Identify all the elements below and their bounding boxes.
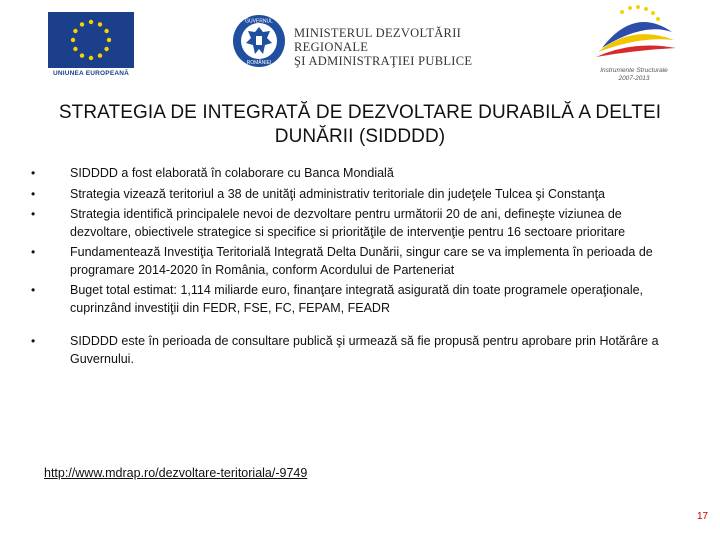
ministry-logo [232, 14, 502, 70]
structural-instruments-logo [584, 2, 684, 84]
eu-star-icon [89, 20, 93, 24]
bullet-item: • Strategia vizează teritoriul a 38 de unităţi administrativ teritoriale din judeţele Tulcea şi Constanţa [30, 186, 680, 204]
eu-caption: UNIUNEA EUROPEANĂ [52, 70, 130, 77]
structural-instruments-caption [584, 67, 684, 83]
eu-star-icon [104, 29, 108, 33]
eu-star-icon [73, 29, 77, 33]
structural-instruments-icon [584, 2, 684, 70]
eu-star-icon [89, 56, 93, 60]
bullet-item: • SIDDDD a fost elaborată în colaborare cu Banca Mondială [30, 165, 680, 183]
bullet-item: • Fundamentează Investiţia Teritorială Integrată Delta Dunării, singur care se va implementa în perioada de programare 2014-2020 în România, conform Acordului de Parteneriat [30, 244, 680, 279]
eu-star-icon [98, 22, 102, 26]
eu-star-icon [71, 38, 75, 42]
bullet-item: • Buget total estimat: 1,114 miliarde euro, finanţare integrată asigurată din toate programele operaţionale, cuprinzând investiţii din FEDR, FSE, FC, FEPAM, FEADR [30, 282, 680, 317]
header-logos [0, 0, 720, 95]
ministry-name [294, 26, 502, 68]
eu-star-icon [104, 47, 108, 51]
eu-star-icon [107, 38, 111, 42]
page-number: 17 [697, 511, 709, 522]
slide-title: STRATEGIA DE INTEGRATĂ DE DEZVOLTARE DURABILĂ A DELTEI DUNĂRII (SIDDDD) [58, 102, 662, 147]
bullet-item: • SIDDDD este în perioada de consultare publică şi urmează să fie propusă pentru aprobare prin Hotărâre a Guvernului. [30, 333, 680, 368]
seal-text-top: GUVERNUL [245, 18, 273, 25]
structural-caption-line2: 2007-2013 [618, 75, 650, 82]
seal-text-bottom: ROMÂNIEI [246, 60, 272, 66]
mdrap-link[interactable]: http://www.mdrap.ro/dezvoltare-teritoriala/-9749 [44, 466, 308, 480]
eu-star-icon [98, 53, 102, 57]
eu-star-icon [80, 53, 84, 57]
eu-star-icon [80, 22, 84, 26]
ministry-name-line2: ŞI ADMINISTRAŢIEI PUBLICE [294, 54, 473, 68]
eu-flag-icon [48, 12, 134, 68]
ministry-name-line1: MINISTERUL DEZVOLTĂRII REGIONALE [294, 26, 462, 54]
bullet-item: • Strategia identifică principalele nevoi de dezvoltare pentru următorii 20 de ani, defineşte viziunea de dezvoltare, obiectivele strategice si specifice si priorităţile de intervenţie pentru 16 sectoare prioritare [30, 206, 680, 241]
bullet-list [30, 165, 680, 371]
government-seal-icon [232, 14, 286, 68]
structural-caption-line1: Instrumente Structurale [600, 67, 668, 74]
eu-logo [48, 12, 134, 78]
eu-star-icon [73, 47, 77, 51]
